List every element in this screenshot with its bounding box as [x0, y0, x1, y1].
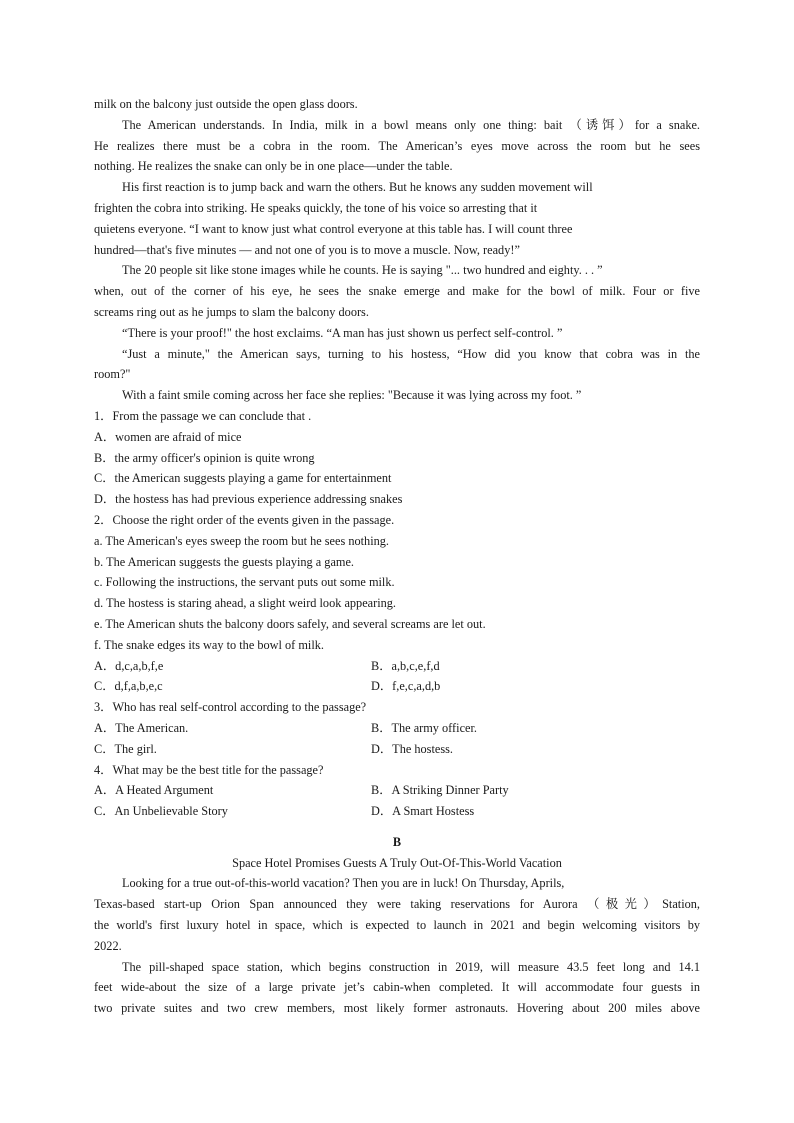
question-3-options-row-1	[94, 718, 700, 739]
question-1-option-c[interactable]: C．the American suggests playing a game for entertainment	[94, 471, 392, 486]
question-2-option-c[interactable]: C．d,f,a,b,e,c	[94, 679, 163, 694]
passage-a-line: when, out of the corner of his eye, he sees the snake emerge and make for the bowl of milk. Four or five	[94, 284, 700, 299]
question-2-event-e: e. The American shuts the balcony doors safely, and several screams are let out.	[94, 616, 486, 631]
question-4-option-c[interactable]: C．An Unbelievable Story	[94, 804, 228, 819]
question-3-option-d[interactable]: D．The hostess.	[371, 741, 453, 756]
passage-a-line: quietens everyone. “I want to know just what control everyone at this table has. I will count three	[94, 221, 573, 236]
question-4-options-row-1	[94, 780, 700, 801]
question-4-option-b[interactable]: B．A Striking Dinner Party	[371, 783, 509, 798]
question-2-event-f: f. The snake edges its way to the bowl of milk.	[94, 637, 324, 652]
question-2-stem: 2．Choose the right order of the events given in the passage.	[94, 512, 395, 527]
passage-a-line: His first reaction is to jump back and warn the others. But he knows any sudden movement will	[122, 180, 593, 195]
passage-a-line: “There is your proof!" the host exclaims. “A man has just shown us perfect self-control. ”	[122, 325, 563, 340]
question-2-option-a[interactable]: A．d,c,a,b,f,e	[94, 658, 164, 673]
question-2-option-d[interactable]: D．f,e,c,a,d,b	[371, 679, 441, 694]
passage-a-line: room?"	[94, 367, 131, 382]
question-2-option-b[interactable]: B．a,b,c,e,f,d	[371, 658, 440, 673]
question-2-options-row-1	[94, 656, 700, 677]
passage-a-line: screams ring out as he jumps to slam the balcony doors.	[94, 304, 369, 319]
passage-a-line: nothing. He realizes the snake can only be in one place—under the table.	[94, 159, 453, 174]
section-b-heading: B	[392, 834, 402, 849]
passage-a-line: “Just a minute," the American says, turning to his hostess, “How did you know that cobra was in the	[122, 346, 700, 361]
passage-b-line: Texas-based start-up Orion Span announced they were taking reservations for Aurora （极光）Station,	[94, 897, 700, 912]
passage-a-line: With a faint smile coming across her face she replies: "Because it was lying across my foot. ”	[122, 388, 582, 403]
passage-b-line: Looking for a true out-of-this-world vacation? Then you are in luck! On Thursday, Aprils,	[122, 876, 565, 891]
section-gap	[94, 822, 700, 832]
passage-a-line: He realizes there must be a cobra in the room. The American’s eyes move across the room but he sees	[94, 138, 700, 153]
question-2-event-a: a. The American's eyes sweep the room but he sees nothing.	[94, 533, 389, 548]
question-3-option-a[interactable]: A．The American.	[94, 720, 189, 735]
passage-b-line: two private suites and two crew members, most likely former astronauts. Hovering about 200 miles above	[94, 1001, 700, 1016]
question-4-options-row-2	[94, 801, 700, 822]
passage-a-line: frighten the cobra into striking. He speaks quickly, the tone of his voice so arresting that it	[94, 200, 538, 215]
document-page	[94, 94, 700, 1019]
question-1-option-d[interactable]: D．the hostess has had previous experience addressing snakes	[94, 492, 403, 507]
question-2-event-c: c. Following the instructions, the servant puts out some milk.	[94, 575, 395, 590]
question-4-option-d[interactable]: D．A Smart Hostess	[371, 804, 475, 819]
passage-b-line: 2022.	[94, 938, 122, 953]
question-1-option-a[interactable]: A．women are afraid of mice	[94, 429, 242, 444]
passage-a-line: milk on the balcony just outside the open glass doors.	[94, 97, 358, 111]
question-2-event-d: d. The hostess is staring ahead, a slight weird look appearing.	[94, 596, 397, 611]
question-1-option-b[interactable]: B．the army officer's opinion is quite wrong	[94, 450, 315, 465]
question-2-options-row-2	[94, 676, 700, 697]
question-3-stem: 3．Who has real self-control according to the passage?	[94, 700, 367, 715]
question-2-event-b: b. The American suggests the guests playing a game.	[94, 554, 354, 569]
question-3-options-row-2	[94, 739, 700, 760]
passage-a-line: The 20 people sit like stone images while he counts. He is saying "... two hundred and eighty. . . ”	[122, 263, 603, 278]
passage-a-line: The American understands. In India, milk in a bowl means only one thing: bait （诱饵）for a snake.	[122, 117, 700, 132]
passage-b-line: the world's first luxury hotel in space, which is expected to launch in 2021 and begin welcoming visitors by	[94, 918, 700, 933]
passage-b-title: Space Hotel Promises Guests A Truly Out-Of-This-World Vacation	[232, 855, 562, 870]
question-4-stem: 4．What may be the best title for the passage?	[94, 762, 324, 777]
question-1-stem: 1．From the passage we can conclude that .	[94, 408, 312, 423]
question-3-option-c[interactable]: C．The girl.	[94, 741, 157, 756]
passage-a-line: hundred—that's five minutes — and not one of you is to move a muscle. Now, ready!”	[94, 242, 520, 257]
question-3-option-b[interactable]: B．The army officer.	[371, 720, 477, 735]
question-4-option-a[interactable]: A．A Heated Argument	[94, 783, 214, 798]
passage-b-line: The pill-shaped space station, which begins construction in 2019, will measure 43.5 feet long and 14.1	[122, 959, 700, 974]
passage-b-line: feet wide-about the size of a large private jet’s cabin-when completed. It will accommodate four guests in	[94, 980, 700, 995]
